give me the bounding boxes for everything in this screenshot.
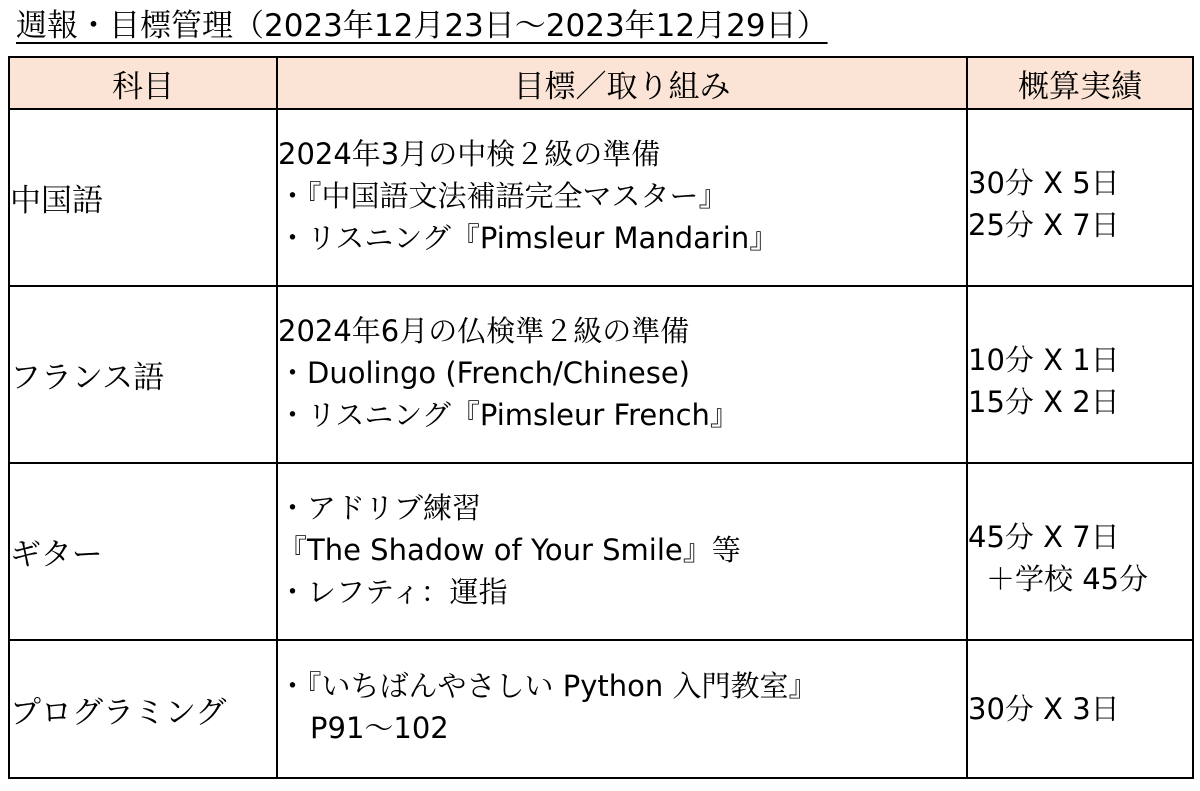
- result-line: 15分 X 2日: [968, 384, 1120, 419]
- goal-line: ・リスニング『Pimsleur Mandarin』: [278, 220, 779, 255]
- page-title: 週報・目標管理（2023年12月23日〜2023年12月29日）: [16, 8, 828, 44]
- table-header-row: [9, 57, 1193, 109]
- subject-cell: ギター: [9, 463, 277, 640]
- goal-line: 『The Shadow of Your Smile』等: [278, 532, 741, 567]
- weekly-report-table: [8, 56, 1194, 779]
- header-result: 概算実績: [967, 57, 1193, 109]
- result-line: 45分 X 7日: [968, 519, 1120, 554]
- goal-line: ・Duolingo (French/Chinese): [278, 355, 690, 390]
- table-row: [9, 463, 1193, 640]
- result-cell: [967, 109, 1193, 286]
- subject-cell: フランス語: [9, 286, 277, 463]
- goal-line: ・『いちばんやさしい Python 入門教室』: [278, 669, 818, 703]
- goal-line: P91〜102: [310, 711, 449, 745]
- result-cell: [967, 286, 1193, 463]
- result-line: ＋学校 45分: [986, 561, 1149, 596]
- goal-cell: [277, 109, 967, 286]
- goal-line: 2024年6月の仏検準２級の準備: [278, 313, 690, 348]
- result-line: 30分 X 5日: [968, 165, 1120, 200]
- goal-line: ・レフティ：運指: [278, 574, 508, 609]
- subject-cell: プログラミング: [9, 640, 277, 778]
- goal-line: ・リスニング『Pimsleur French』: [278, 397, 739, 432]
- goal-line: 2024年3月の中検２級の準備: [278, 136, 661, 171]
- subject-cell: 中国語: [9, 109, 277, 286]
- goal-line: ・『中国語文法補語完全マスター』: [278, 178, 728, 213]
- table-row: [9, 640, 1193, 778]
- table-row: [9, 109, 1193, 286]
- header-subject: 科目: [9, 57, 277, 109]
- result-cell: [967, 640, 1193, 778]
- goal-cell: [277, 286, 967, 463]
- result-line: 30分 X 3日: [968, 692, 1120, 726]
- result-cell: [967, 463, 1193, 640]
- table-row: [9, 286, 1193, 463]
- result-line: 25分 X 7日: [968, 207, 1120, 242]
- goal-cell: [277, 640, 967, 778]
- header-goal: 目標／取り組み: [277, 57, 967, 109]
- goal-cell: [277, 463, 967, 640]
- result-line: 10分 X 1日: [968, 342, 1120, 377]
- goal-line: ・アドリブ練習: [278, 490, 482, 525]
